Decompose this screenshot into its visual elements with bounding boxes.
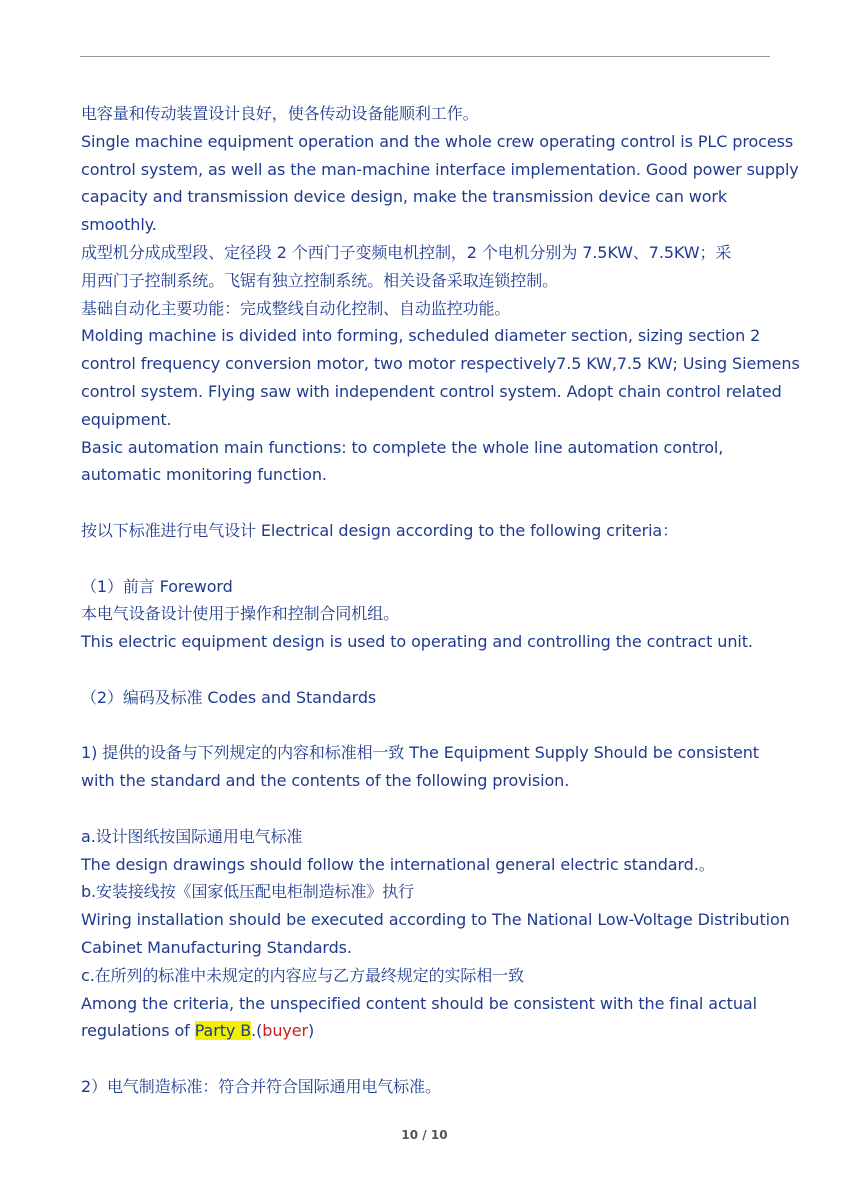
document-body	[81, 100, 800, 1101]
page-number: 10 / 10	[401, 1128, 448, 1142]
section-heading-foreword: （1）前言 Foreword	[81, 576, 233, 596]
section-intro: 按以下标准进行电气设计 Electrical design according to the following criteria：	[81, 520, 679, 540]
paragraph-line: smoothly.	[81, 215, 157, 235]
paragraph-line: control frequency conversion motor, two motor respectively7.5 KW,7.5 KW; Using Siemens	[81, 354, 800, 374]
highlighted-text: Party B	[194, 1021, 252, 1041]
paragraph-line: 成型机分成成型段、定径段 2 个西门子变频电机控制，2 个电机分别为 7.5KW、7.5KW；采	[81, 242, 732, 262]
paragraph-line: Basic automation main functions: to complete the whole line automation control,	[81, 437, 724, 457]
list-item-b: b.安装接线按《国家低压配电柜制造标准》执行	[81, 882, 415, 902]
paragraph-line: The design drawings should follow the international general electric standard.。	[81, 854, 715, 874]
paragraph-line: with the standard and the contents of the following provision.	[81, 771, 570, 791]
text-span: regulations of	[81, 1021, 195, 1041]
paragraph-line: Molding machine is divided into forming, scheduled diameter section, sizing section 2	[81, 326, 761, 346]
paragraph-line: 2）电气制造标准：符合并符合国际通用电气标准。	[81, 1076, 441, 1096]
paragraph-line: control system, as well as the man-machine interface implementation. Good power supply	[81, 159, 799, 179]
paragraph-line: Cabinet Manufacturing Standards.	[81, 937, 352, 957]
list-item-c: c.在所列的标准中未规定的内容应与乙方最终规定的实际相一致	[81, 965, 524, 985]
section-heading-codes: （2）编码及标准 Codes and Standards	[81, 687, 377, 707]
paragraph-line: automatic monitoring function.	[81, 465, 327, 485]
paragraph-line: 本电气设备设计使用于操作和控制合同机组。	[81, 604, 400, 624]
paragraph-line: 基础自动化主要功能：完成整线自动化控制、自动监控功能。	[81, 298, 511, 318]
list-item-a: a.设计图纸按国际通用电气标准	[81, 826, 303, 846]
text-span: .(	[251, 1021, 263, 1041]
paragraph-line: control system. Flying saw with independent control system. Adopt chain control related	[81, 381, 782, 401]
red-text: buyer	[262, 1021, 308, 1041]
paragraph-line-party-b	[81, 1017, 771, 1045]
paragraph-line: equipment.	[81, 409, 172, 429]
paragraph-line: 1) 提供的设备与下列规定的内容和标准相一致 The Equipment Supply Should be consistent	[81, 743, 759, 763]
header-rule	[80, 56, 770, 57]
text-span: )	[307, 1021, 315, 1041]
paragraph-line: Single machine equipment operation and the whole crew operating control is PLC process	[81, 131, 794, 151]
paragraph-line: capacity and transmission device design, make the transmission device can work	[81, 187, 728, 207]
paragraph-line: Among the criteria, the unspecified content should be consistent with the final actual	[81, 993, 757, 1013]
paragraph-line: Wiring installation should be executed according to The National Low-Voltage Distribution	[81, 910, 790, 930]
paragraph-line: 电容量和传动装置设计良好，使各传动设备能顺利工作。	[81, 104, 479, 123]
paragraph-line: This electric equipment design is used to operating and controlling the contract unit.	[81, 632, 753, 652]
paragraph-line: 用西门子控制系统。飞锯有独立控制系统。相关设备采取连锁控制。	[81, 270, 559, 290]
